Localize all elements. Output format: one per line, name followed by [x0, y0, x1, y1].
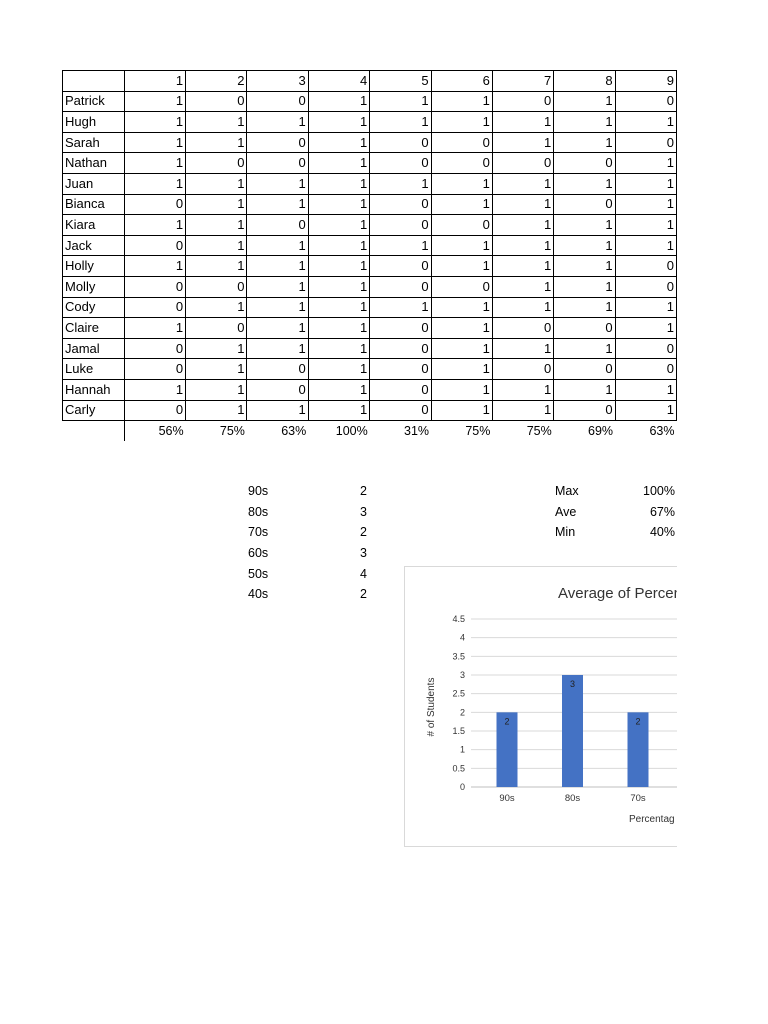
score-cell[interactable]: 1 [492, 379, 553, 400]
student-row [63, 318, 677, 339]
score-cell[interactable]: 1 [124, 153, 185, 174]
score-cell[interactable]: 1 [492, 194, 553, 215]
question-number-header[interactable]: 3 [247, 71, 308, 92]
score-cell[interactable]: 1 [247, 235, 308, 256]
grade-bin-label[interactable]: 80s [248, 504, 269, 519]
score-cell[interactable]: 1 [554, 132, 615, 153]
score-cell[interactable]: 1 [124, 379, 185, 400]
score-cell[interactable]: 0 [247, 379, 308, 400]
percentage-row [63, 421, 677, 441]
score-cell[interactable]: 0 [492, 318, 553, 339]
score-cell[interactable]: 0 [370, 338, 431, 359]
score-cell[interactable]: 1 [247, 400, 308, 421]
question-number-header[interactable]: 5 [370, 71, 431, 92]
score-cell[interactable]: 0 [492, 359, 553, 380]
grade-bin-label[interactable]: 60s [248, 546, 269, 561]
score-cell[interactable]: 1 [308, 235, 369, 256]
stat-row [540, 484, 677, 505]
score-cell[interactable]: 1 [431, 379, 492, 400]
score-cell[interactable]: 1 [247, 112, 308, 133]
score-cell[interactable]: 1 [247, 297, 308, 318]
score-cell[interactable]: 1 [615, 112, 676, 133]
stat-row [540, 525, 677, 546]
grade-bin-count[interactable]: 2 [360, 587, 367, 602]
score-cell[interactable]: 1 [186, 194, 247, 215]
y-tick-label: 1 [459, 744, 465, 755]
score-cell[interactable]: 1 [554, 112, 615, 133]
score-cell[interactable]: 1 [492, 235, 553, 256]
score-cell[interactable]: 1 [554, 297, 615, 318]
score-cell[interactable]: 1 [431, 338, 492, 359]
score-cell[interactable]: 1 [308, 194, 369, 215]
score-cell[interactable]: 1 [124, 256, 185, 277]
score-cell[interactable]: 1 [431, 359, 492, 380]
score-cell[interactable]: 0 [554, 318, 615, 339]
grid-header-row [63, 71, 677, 92]
y-tick-label: 4.5 [452, 614, 465, 624]
x-category-label: 70s [630, 793, 646, 804]
score-grid [62, 70, 677, 441]
score-cell[interactable]: 1 [492, 112, 553, 133]
student-row [63, 379, 677, 400]
question-number-header[interactable]: 9 [615, 71, 676, 92]
y-tick-label: 3 [459, 670, 465, 680]
student-row [63, 112, 677, 133]
question-number-header[interactable]: 2 [186, 71, 247, 92]
score-cell[interactable]: 0 [554, 400, 615, 421]
score-cell[interactable]: 1 [492, 276, 553, 297]
score-cell[interactable]: 1 [431, 91, 492, 112]
grade-bin-label[interactable]: 70s [248, 525, 269, 540]
score-cell[interactable]: 1 [370, 112, 431, 133]
grade-bin-row [200, 587, 370, 608]
score-cell[interactable]: 1 [124, 173, 185, 194]
percentage-cell[interactable]: 75% [465, 423, 491, 438]
student-row [63, 153, 677, 174]
score-cell[interactable]: 1 [431, 297, 492, 318]
student-name-cell[interactable]: Holly [63, 256, 125, 277]
chart-canvas [405, 567, 682, 846]
score-cell[interactable]: 1 [308, 173, 369, 194]
student-name-cell[interactable]: Bianca [63, 194, 125, 215]
score-cell[interactable]: 0 [186, 276, 247, 297]
student-row [63, 297, 677, 318]
score-cell[interactable]: 1 [554, 276, 615, 297]
score-cell[interactable]: 0 [431, 215, 492, 236]
score-cell[interactable]: 1 [247, 276, 308, 297]
student-row [63, 400, 677, 421]
y-axis-label: # of Students [426, 677, 437, 737]
stat-label[interactable]: Max [555, 484, 579, 498]
score-cell[interactable]: 0 [186, 153, 247, 174]
percentage-cell[interactable]: 75% [219, 423, 245, 438]
score-cell[interactable]: 1 [615, 235, 676, 256]
student-name-cell[interactable]: Patrick [63, 91, 125, 112]
score-cell[interactable]: 1 [124, 318, 185, 339]
score-cell[interactable]: 1 [308, 215, 369, 236]
bar[interactable] [562, 675, 583, 787]
score-cell[interactable]: 1 [554, 91, 615, 112]
score-cell[interactable]: 1 [186, 235, 247, 256]
score-cell[interactable]: 1 [247, 194, 308, 215]
score-cell[interactable]: 1 [247, 173, 308, 194]
x-axis-label: Percentag [629, 814, 675, 825]
student-name-cell[interactable]: Claire [63, 318, 125, 339]
student-row [63, 235, 677, 256]
score-cell[interactable]: 1 [186, 112, 247, 133]
score-cell[interactable]: 1 [492, 215, 553, 236]
score-cell[interactable]: 1 [308, 379, 369, 400]
score-cell[interactable]: 1 [186, 297, 247, 318]
student-row [63, 256, 677, 277]
y-tick-label: 2 [459, 707, 465, 718]
percentage-row-label-cell[interactable] [63, 421, 125, 441]
score-cell[interactable]: 1 [615, 173, 676, 194]
score-cell[interactable]: 0 [492, 153, 553, 174]
x-category-label: 90s [499, 793, 515, 804]
student-row [63, 338, 677, 359]
score-cell[interactable]: 0 [615, 256, 676, 277]
question-number-header[interactable]: 8 [554, 71, 615, 92]
score-cell[interactable]: 1 [492, 400, 553, 421]
score-cell[interactable]: 0 [554, 194, 615, 215]
stat-value[interactable]: 67% [649, 504, 675, 519]
score-cell[interactable]: 0 [247, 91, 308, 112]
score-cell[interactable]: 0 [431, 132, 492, 153]
score-cell[interactable]: 0 [124, 359, 185, 380]
grade-bin-row [200, 525, 370, 546]
score-cell[interactable]: 1 [492, 297, 553, 318]
student-name-cell[interactable]: Cody [63, 297, 125, 318]
grade-bin-label[interactable]: 50s [248, 566, 269, 581]
score-cell[interactable]: 0 [370, 194, 431, 215]
score-cell[interactable]: 0 [370, 132, 431, 153]
score-cell[interactable]: 0 [124, 400, 185, 421]
percentage-cell[interactable]: 31% [404, 423, 430, 438]
score-cell[interactable]: 0 [124, 276, 185, 297]
score-cell[interactable]: 1 [554, 256, 615, 277]
score-cell[interactable]: 0 [370, 359, 431, 380]
score-cell[interactable]: 1 [124, 112, 185, 133]
student-name-cell[interactable]: Molly [63, 276, 125, 297]
score-cell[interactable]: 0 [615, 91, 676, 112]
x-category-label: 80s [564, 793, 581, 804]
score-cell[interactable]: 1 [308, 91, 369, 112]
score-cell[interactable]: 1 [615, 400, 676, 421]
student-row [63, 359, 677, 380]
score-cell[interactable]: 1 [186, 338, 247, 359]
student-row [63, 91, 677, 112]
question-number-header[interactable]: 4 [308, 71, 369, 92]
score-cell[interactable]: 1 [554, 338, 615, 359]
grade-bin-count[interactable]: 3 [360, 504, 367, 519]
question-number-header[interactable]: 6 [431, 71, 492, 92]
score-cell[interactable]: 0 [370, 400, 431, 421]
score-cell[interactable]: 1 [247, 338, 308, 359]
y-tick-label: 1.5 [452, 726, 465, 736]
grade-bin-count[interactable]: 2 [360, 484, 367, 498]
grade-bin-count[interactable]: 3 [360, 546, 367, 561]
score-cell[interactable]: 0 [615, 338, 676, 359]
bar-data-label: 2 [504, 716, 510, 727]
score-cell[interactable]: 1 [308, 297, 369, 318]
score-cell[interactable]: 0 [615, 359, 676, 380]
score-cell[interactable]: 0 [247, 359, 308, 380]
score-cell[interactable]: 1 [615, 153, 676, 174]
score-cell[interactable]: 0 [370, 215, 431, 236]
score-cell[interactable]: 1 [370, 91, 431, 112]
score-cell[interactable]: 0 [492, 91, 553, 112]
score-cell[interactable]: 1 [186, 379, 247, 400]
score-cell[interactable]: 1 [370, 297, 431, 318]
score-cell[interactable]: 0 [124, 194, 185, 215]
score-cell[interactable]: 1 [308, 318, 369, 339]
score-cell[interactable]: 1 [431, 112, 492, 133]
student-row [63, 194, 677, 215]
grade-bin-row [200, 484, 370, 505]
score-cell[interactable]: 0 [186, 318, 247, 339]
header-corner-cell[interactable] [63, 71, 125, 92]
percentage-cell[interactable]: 69% [588, 423, 614, 438]
bar-data-label: 2 [635, 716, 641, 727]
student-name-cell[interactable]: Kiara [63, 215, 125, 236]
score-cell[interactable]: 1 [308, 276, 369, 297]
score-cell[interactable]: 1 [186, 256, 247, 277]
score-cell[interactable]: 1 [186, 132, 247, 153]
score-cell[interactable]: 1 [247, 256, 308, 277]
score-cell[interactable]: 1 [308, 400, 369, 421]
y-tick-label: 3.5 [452, 651, 465, 662]
score-cell[interactable]: 1 [431, 235, 492, 256]
score-cell[interactable]: 1 [554, 379, 615, 400]
score-cell[interactable]: 1 [370, 173, 431, 194]
score-cell[interactable]: 1 [186, 215, 247, 236]
percentage-cell[interactable]: 100% [335, 423, 368, 438]
score-cell[interactable]: 1 [308, 256, 369, 277]
score-cell[interactable]: 1 [615, 318, 676, 339]
student-name-cell[interactable]: Hugh [63, 112, 125, 133]
score-cell[interactable]: 0 [186, 91, 247, 112]
score-cell[interactable]: 0 [247, 132, 308, 153]
score-cell[interactable]: 1 [308, 338, 369, 359]
student-name-cell[interactable]: Carly [63, 400, 125, 421]
score-cell[interactable]: 1 [431, 173, 492, 194]
score-cell[interactable]: 0 [554, 153, 615, 174]
score-cell[interactable]: 0 [124, 297, 185, 318]
stat-value[interactable]: 40% [649, 525, 675, 540]
score-cell[interactable]: 0 [615, 132, 676, 153]
student-row [63, 173, 677, 194]
score-cell[interactable]: 0 [370, 276, 431, 297]
grade-bin-count[interactable]: 2 [360, 525, 367, 540]
grade-bins-list [200, 484, 370, 608]
score-cell[interactable]: 1 [308, 112, 369, 133]
y-tick-label: 0 [459, 782, 465, 792]
grade-bin-row [200, 567, 370, 588]
student-row [63, 276, 677, 297]
score-cell[interactable]: 1 [615, 194, 676, 215]
score-cell[interactable]: 0 [554, 359, 615, 380]
score-cell[interactable]: 0 [124, 338, 185, 359]
score-cell[interactable]: 1 [124, 91, 185, 112]
grade-bin-row [200, 505, 370, 526]
percentage-cell[interactable]: 63% [649, 423, 675, 438]
score-cell[interactable]: 0 [370, 318, 431, 339]
student-name-cell[interactable]: Sarah [63, 132, 125, 153]
score-cell[interactable]: 1 [124, 132, 185, 153]
score-cell[interactable]: 1 [431, 256, 492, 277]
stat-row [540, 505, 677, 526]
stat-label[interactable]: Min [555, 525, 576, 540]
score-cell[interactable]: 0 [615, 276, 676, 297]
question-number-header[interactable]: 7 [492, 71, 553, 92]
score-cell[interactable]: 1 [247, 318, 308, 339]
score-cell[interactable]: 0 [247, 153, 308, 174]
score-cell[interactable]: 0 [370, 379, 431, 400]
percentage-cell[interactable]: 63% [281, 423, 307, 438]
score-cell[interactable]: 1 [370, 235, 431, 256]
score-cell[interactable]: 0 [247, 215, 308, 236]
chart-title: Average of Percen [558, 585, 682, 602]
student-name-cell[interactable]: Jamal [63, 338, 125, 359]
question-number-header[interactable]: 1 [124, 71, 185, 92]
grade-bin-count[interactable]: 4 [360, 566, 367, 581]
score-cell[interactable]: 1 [186, 173, 247, 194]
score-cell[interactable]: 0 [370, 153, 431, 174]
score-cell[interactable]: 0 [370, 256, 431, 277]
bar-data-label: 3 [569, 679, 576, 689]
score-cell[interactable]: 1 [554, 235, 615, 256]
grade-bin-label[interactable]: 40s [248, 587, 269, 602]
score-cell[interactable]: 1 [308, 153, 369, 174]
score-cell[interactable]: 1 [554, 215, 615, 236]
score-cell[interactable]: 0 [124, 235, 185, 256]
grade-bin-row [200, 546, 370, 567]
score-cell[interactable]: 1 [615, 297, 676, 318]
score-cell[interactable]: 0 [431, 276, 492, 297]
score-cell[interactable]: 1 [124, 215, 185, 236]
score-cell[interactable]: 1 [492, 173, 553, 194]
y-tick-label: 2.5 [452, 688, 465, 699]
grade-bin-label[interactable]: 90s [248, 484, 269, 498]
student-name-cell[interactable]: Juan [63, 173, 125, 194]
score-cell[interactable]: 0 [431, 153, 492, 174]
score-cell[interactable]: 1 [431, 400, 492, 421]
score-cell[interactable]: 1 [615, 379, 676, 400]
stat-label[interactable]: Ave [555, 504, 577, 519]
score-cell[interactable]: 1 [554, 173, 615, 194]
score-cell[interactable]: 1 [186, 359, 247, 380]
score-cell[interactable]: 1 [308, 132, 369, 153]
score-cell[interactable]: 1 [431, 318, 492, 339]
student-name-cell[interactable]: Nathan [63, 153, 125, 174]
score-cell[interactable]: 1 [308, 359, 369, 380]
score-cell[interactable]: 1 [431, 194, 492, 215]
student-name-cell[interactable]: Luke [63, 359, 125, 380]
histogram-chart[interactable] [404, 566, 682, 847]
student-row [63, 132, 677, 153]
score-cell[interactable]: 1 [492, 338, 553, 359]
student-name-cell[interactable]: Hannah [63, 379, 125, 400]
stat-value[interactable]: 100% [643, 484, 675, 498]
score-cell[interactable]: 1 [186, 400, 247, 421]
y-tick-label: 4 [459, 632, 465, 643]
student-row [63, 215, 677, 236]
percentage-cell[interactable]: 56% [158, 423, 184, 438]
score-cell[interactable]: 1 [492, 256, 553, 277]
score-cell[interactable]: 1 [492, 132, 553, 153]
summary-stats-list [540, 484, 677, 546]
percentage-cell[interactable]: 75% [526, 423, 552, 438]
student-name-cell[interactable]: Jack [63, 235, 125, 256]
y-tick-label: 0.5 [452, 763, 465, 774]
score-cell[interactable]: 1 [615, 215, 676, 236]
